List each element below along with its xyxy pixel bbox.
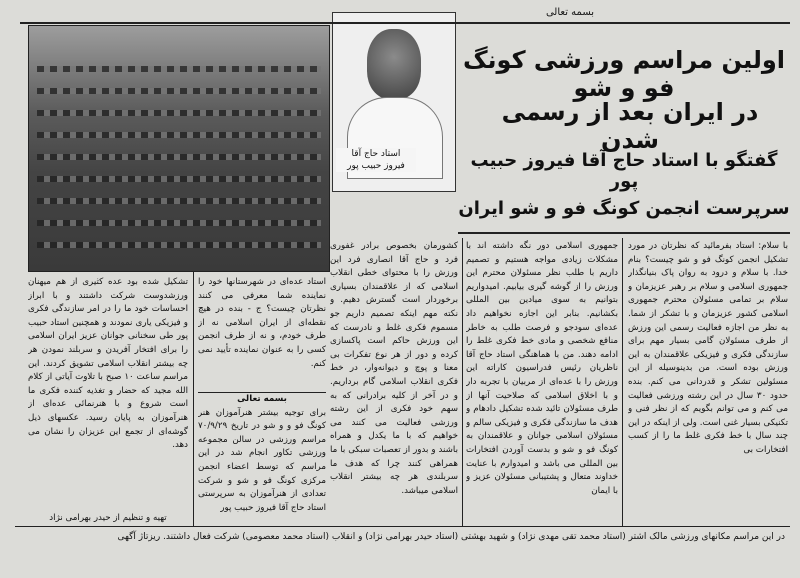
footer-text: در این مراسم مکانهای ورزشی مالک اشتر (استاد محمد تقی مهدی نژاد) و شهید بهشتی (استاد حیدر بهرامی نژاد) و انقلاب (استاد محمد معصومی) شرکت فعال داشتند. ریزتاژ آگهی: [117, 532, 785, 542]
event-box: [198, 392, 326, 526]
headline-2: در ایران بعد از رسمی شدن: [501, 98, 759, 154]
article-column-3: کشورمان بخصوص برادر غفوری فرد و حاج آقا انصاری فرد این ورزش را با محتوای خطی انقلاب اسلامی که از علاقمندان بسیاری برخوردار است گسترش دهیم. و نکته مهم اینکه تصمیم داریم جو مسموم فکری غلط و نادرست که این ورزش حاکم است پاکسازی کرده و دور از هر نوع تفکرات بی معنا و پوچ و دیوانه‌وار، در خط فکری انقلاب اسلامی گام برداریم. و در آخر از کلیه برادرانی که به سهم خود فکری از این رشته ورزشی فعالیت می کنند می خواهیم که با ما یکدل و همراه باشند و بدور از تعصبات سبکی با ما همراهی کنند چرا که هدف ما سربلندی هر چه بیشتر انقلاب اسلامی میباشد.: [330, 241, 458, 496]
footer-rule: [15, 526, 790, 527]
portrait-caption-line2: فیروز حبیب پور: [347, 161, 405, 171]
crowd-photo: [28, 25, 330, 272]
article-column-1: با سلام: استاد بفرمائید که نظرتان در مورد تشکیل انجمن کونگ فو و شو چیست؟ بنام خدا. با سلام و درود به روان پاک بنیانگذار جمهوری اسلامی و سلام بر رهبر عزیزمان و سلام بر تمامی مسئولان محترم جمهوری اسلامی کشور عزیزمان و با تشکر از شما. به نظر من اجازه فعالیت رسمی این ورزش از طرف مسئولان گامی بسیار مهم برای سازندگی فکری و فیزیکی علاقمندان به این ورزش بوده است. من بدینوسیله از این مسئولین تشکر و قدردانی می کنم. بنده حدود ۳۰ سال در این رشته ورزشی فعالیت می کنم و می توانم بگویم که از نظر فنی و تکنیکی بسیار غنی است. ولی از اینکه در این چند سال با خط فکری غلط ما را از کسب افتخارات بی: [628, 241, 788, 455]
portrait-head: [367, 29, 421, 99]
headline-rule: [458, 232, 790, 234]
portrait-caption-line1: استاد حاج آقا: [351, 149, 401, 159]
article-column-4: تشکیل شده بود عده کثیری از هم میهنان ورزشدوست شرکت داشتند و با ابراز احساسات خود ما را در امر سازندگی فکری و فیزیکی یاری نمودند و همچنین استاد حبیب پور طی سخنانی جوانان عزیز ایران اسلامی را برای افتخار آفریدن و سربلند نمودن هر چه بیشتر انقلاب اسلامی تشویق کردند. این مراسم ساعت ۱۰ صبح با تلاوت آیاتی از کلام الله مجید که حضار و تغذیه کننده فکری ما است شروع و با هنرنمائی عده‌ای از هنرآموزان به پایان رسید. عکسهای ذیل گوشه‌ای از تجمع این عزیزان را نشان می دهد.: [28, 277, 188, 451]
subheadline-2: سرپرست انجمن کونگ فو و شو ایران: [458, 198, 790, 219]
top-rule: [20, 22, 790, 24]
column-divider-1: [622, 238, 623, 526]
event-box-title: بسمه تعالی: [237, 394, 287, 404]
author-signature: تهیه و تنظیم از حیدر بهرامی نژاد: [49, 513, 167, 523]
question-block: استاد عده‌ای در شهرستانها خود را نماینده شما معرفی می کنند نظرتان چیست؟ ج - بنده در هیچ نقطه‌ای از ایران اسلامی نه از طرف خودم، و نه از طرف انجمن کسی را به عنوان نماینده تأیید نمی کنم.: [198, 277, 326, 369]
subheadline-1: گفتگو با استاد حاج آقا فیروز حبیب پور: [470, 150, 778, 192]
header-tag: بسمه تعالی: [545, 7, 595, 18]
article-column-2: جمهوری اسلامی دور نگه داشته اند با مشکلات زیادی مواجه هستیم و تصمیم داریم با طلب نظر مسئولان محترم این ورزش را از گوشه گیری بیابیم. امیدواریم بتوانیم به سوی میادین بین المللی بکشانیم. بنابر این اجازه نخواهیم داد عده‌ای سودجو و فرصت طلب به خاطر منافع شخصی و مادی خط فکری غلط را ادامه دهند. من با هماهنگی استاد حاج آقا ناظریان رئیس فدراسیون کاراته این ورزش را با عده‌ای از مربیان با تجربه دار و با اخلاق اسلامی که صلاحیت آنها از طرف مسئولان تائید شده تشکیل دادهام و هدف ما سازندگی فکری و فیزیکی سالم و مسئولان اسلامی جوانان و علاقمندان به کونگ فو و شو و بدست آوردن افتخارات بین المللی می باشد و امیدوارم با عنایت خداوند متعال و پشتیبانی مسئولان عزیز و با ایمان: [466, 241, 618, 496]
portrait-caption: [336, 148, 416, 172]
event-box-text: برای توجیه بیشتر هنرآموزان هنر کونگ فو و و شو در تاریخ ۷۰/۹/۲۹ مراسم ورزشی در سالن مجموعه ورزشی تکاور انجام شد در این مراسم که توسط اعضاء انجمن مرکزی کونگ فو و شو و شرکت تعدادی از هنرآموزان به سرپرستی استاد حاج آقا فیروز حبیب پور: [198, 407, 326, 513]
column-divider-3: [193, 272, 194, 526]
column-divider-2: [462, 238, 463, 526]
headline-1: اولین مراسم ورزشی کونگ فو و شو: [462, 46, 786, 102]
